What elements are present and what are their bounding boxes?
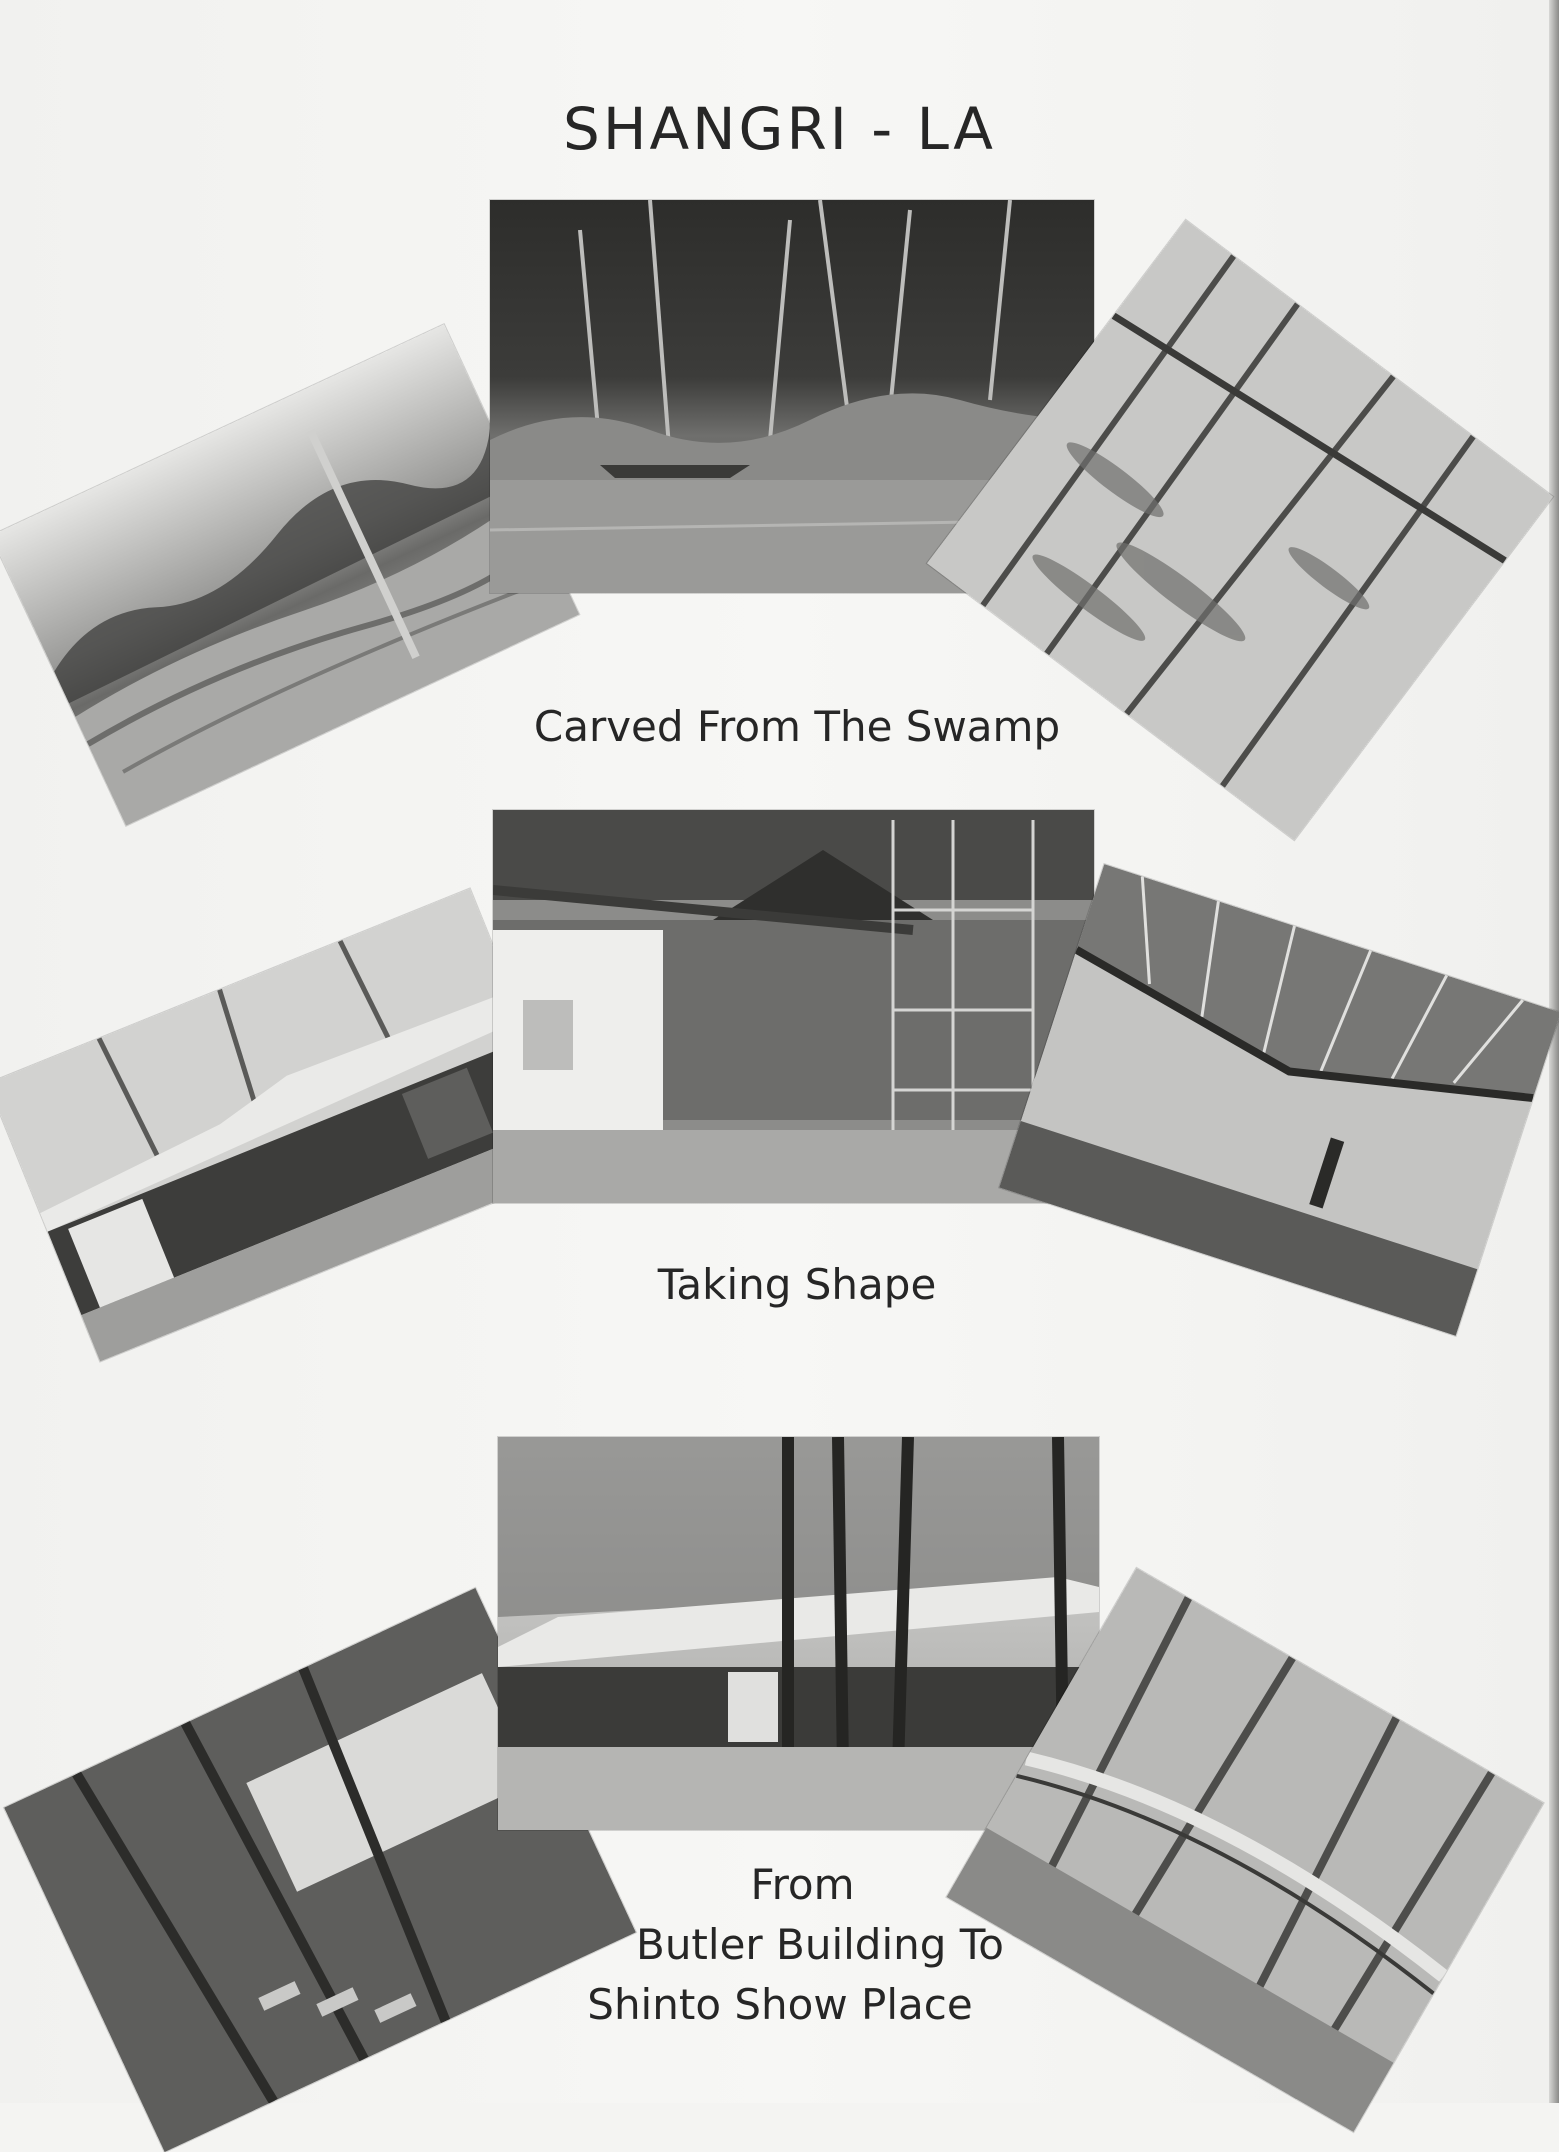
photo-a-frame-scaffolding bbox=[493, 810, 1094, 1203]
caption-line-butler: Butler Building To bbox=[636, 1920, 1004, 1969]
caption-carved-from-swamp bbox=[480, 697, 1114, 757]
caption-taking-shape-text: Taking Shape bbox=[657, 1260, 937, 1309]
caption-line-from: From bbox=[750, 1860, 855, 1909]
caption-line-shinto: Shinto Show Place bbox=[587, 1980, 973, 2029]
caption-butler-to-shinto bbox=[560, 1855, 1030, 2035]
page-edge-shadow bbox=[1549, 0, 1559, 2103]
photo-completed-building bbox=[498, 1437, 1099, 1830]
caption-carved-text: Carved From The Swamp bbox=[533, 702, 1061, 751]
caption-taking-shape bbox=[480, 1255, 1114, 1315]
page-title: SHANGRI - LA bbox=[563, 95, 996, 163]
